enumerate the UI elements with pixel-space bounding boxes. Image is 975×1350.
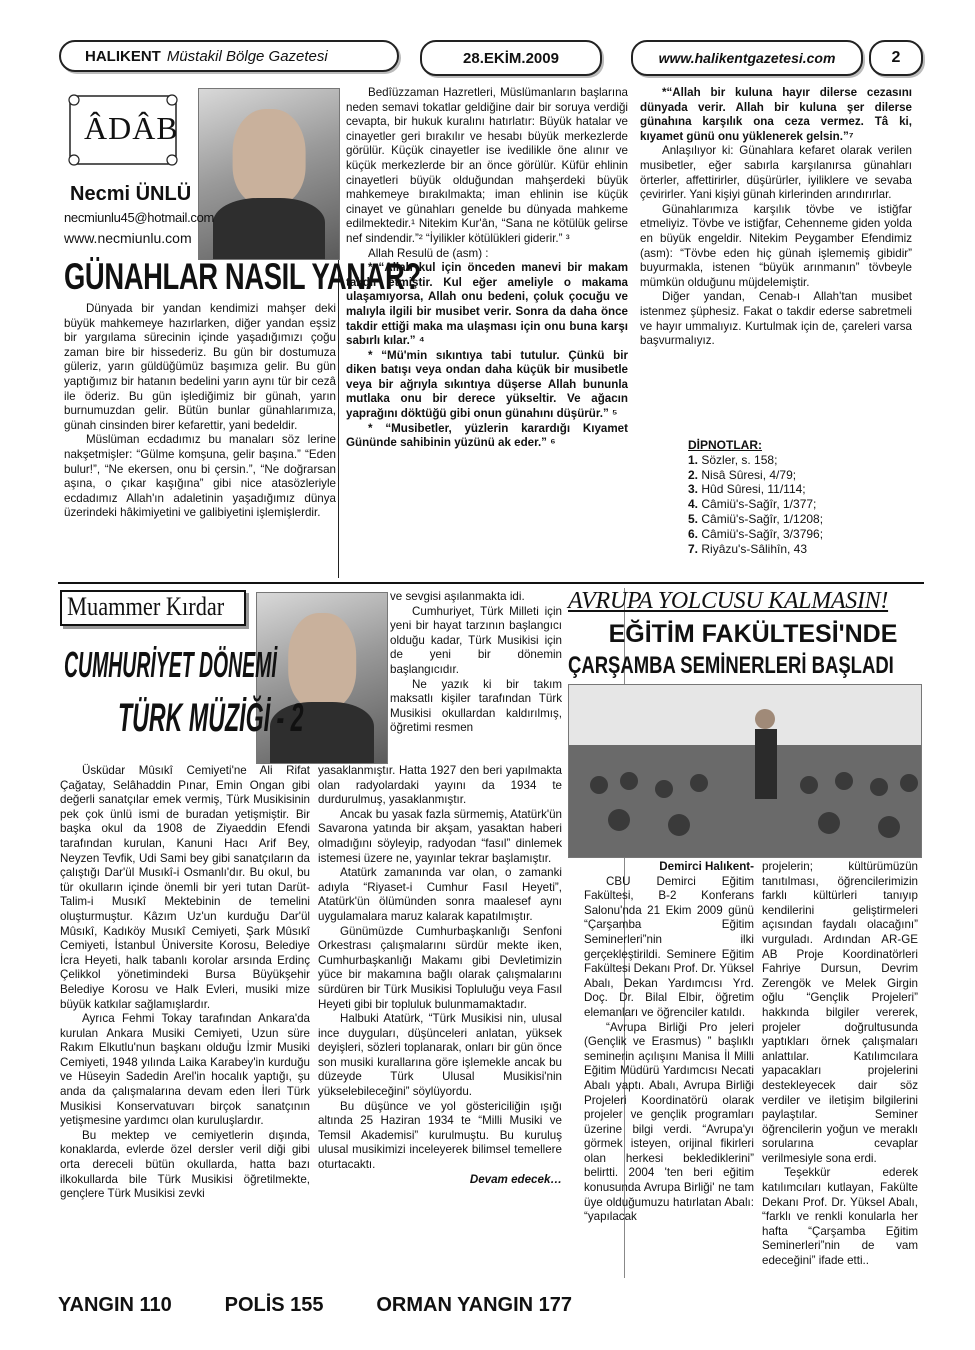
kirdar-col1-para1: Üsküdar Mûsıkî Cemiyeti'ne Ali Rifat Çağatay, Selâhaddin Pınar, Emin Ongan gibi değerli sanatçılar emek vermiş, Türk Musikisinin pek çok ünlü ismi de buradan yetişmiştir. Bir başka okul da 1908 de Ziyaeddin Efendi tarafından kurulan, Kanuni Hacı Arif Bey, Neyzen Tevfik, Udi Sami bey gibi sanatçıların da çalıştığı Dar'ül Musıkî-i Osmanlı'dır. Bu okul, bu tür okulların içinde önemli bir yeri tutan Darüt-Talim-i Musıkî Mektebinin de temelini oluşturmuştur. Kâzım Uz'un kurduğu Dar'ül Mûsıkî, Kadıköy Musıkî Cemiyeti, Şark Mûsıkî Cemiyeti, İstanbul Üniversite Korosu, Belediye İcra Heyeti, halk tabanlı korolar arsında Erdinç Çelikkol yönetimindeki Bursa Büyükşehir Belediye Korosu ve Halk Evleri, musiki mize büyük katkılar sağlamışlardır. <box>60 764 310 1011</box>
avrupa-headline-2: ÇARŞAMBA SEMİNERLERİ BAŞLADI <box>568 652 894 679</box>
kirdar-col2-para4: Günümüzde Cumhurbaşkanlığı Senfoni Orkestrası çalışmalarını sürdür mekte iken, Cumhurbaşkanlığı Makamı gibi Devletimizin yüce bir makamına bağlı olarak çalışmalarını sürdüren bir Türk Musikisi Topluluğu veya Fasıl Heyeti gibi bir topluluk bulunmamaktadır. <box>318 924 562 1011</box>
adab-text-col1 <box>64 302 336 521</box>
kirdar-text-col1 <box>60 764 310 1202</box>
kirdar-col1-para3: Bu mektep ve cemiyetlerin dışında, konaklarda, evlerde özel dersler veril diği gibi orta dereceli bütün okullarda, hatta bazı ilkokullarda bile Türk Musikisi öğretilmekte, gençlere Türk Musikisi zevki <box>60 1128 310 1201</box>
fire-emergency-number: YANGIN 110 <box>58 1293 172 1316</box>
seminar-photo <box>568 684 922 858</box>
paper-name-pill <box>59 40 399 72</box>
author-name-kirdar: Muammer Kırdar <box>67 592 225 621</box>
kirdar-col2top-para2: Cumhuriyet, Türk Milleti için yeni bir hayat tarzının başlangıcı olduğu kadar, Türk Musikisi için de yeni bir dönemin başlangıcıdır. <box>390 604 562 676</box>
adab-text-col3 <box>640 86 912 349</box>
continue-note: Devam edecek… <box>469 1172 562 1186</box>
date-pill <box>420 40 602 76</box>
website-pill <box>631 40 863 76</box>
kirdar-col2-para1: yasaklanmıştır. Hatta 1927 den beri yapılmakta olan radyolardaki yayını da 1934 te durdurulmuş, yasaklanmıştır. <box>318 764 562 807</box>
kirdar-col2top-para1: ve sevgisi aşılanmakta idi. <box>390 590 525 603</box>
avrupa-text-col2 <box>762 860 918 1269</box>
kirdar-name-box <box>60 590 246 626</box>
forest-fire-number: ORMAN YANGIN 177 <box>376 1293 572 1316</box>
avrupa-col2-para1: projelerin; kültürümüzün tanıtılması, öğrencilerimizin farklı kültürleri tanıyıp kendilerini geliştirmeleri açısından faydalı olacağını” vurguladı. Ardından AR-GE AB Proje Koordinatörleri Fahriye Dursun, Devrim Zerengök ve Melek Girgin oğlu “Gençlik Projeleri” hakkında bilgiler vererek, projeler doğrultusunda yaptıkları örnek çalışmaları anlattılar. Katılımcılara yapacakları projelerini destekleyecek dair söz verdiler ve iletişim bilgilerini paylaştılar. Seminer öğrencilerin yoğun ve meraklı sorularına cevaplar verilmesiyle sona erdi. <box>762 860 918 1165</box>
kirdar-text-col2 <box>318 764 562 1187</box>
kirdar-col2-para6: Bu düşünce ve yol göstericiliğin ışığı altında 25 Haziran 1934 te “Milli Musiki ve Temsil Akademisi” kurulmuştu. Bu kuruluş ulusal musikimizi inceleyerek bilimsel temellere oturtacaktı. <box>318 1099 562 1172</box>
adab-col2-para2: Allah Resulü de (asm) : <box>368 246 489 260</box>
adab-text-col2 <box>346 86 628 451</box>
author-email-necmi[interactable]: necmiunlu45@hotmail.com <box>64 210 215 225</box>
adab-col2-para3: * “Allah kul için önceden manevi bir makam takdir etmiştir. Kul eğer ameliyle o makama ulaşamıyorsa, Allah onu bedeni, çoluk çocuğu ve malıyla ilgili bir musibet verir. Sonra da daha önce takdir ettiği maka ma ulaşması için onu buna karşı sabırlı kılar.” ⁴ <box>346 261 628 348</box>
adab-headline: GÜNAHLAR NASIL YANAR? <box>64 256 421 297</box>
footnote-item: 6. Câmiü's-Sağîr, 3/3796; <box>688 526 824 541</box>
footnote-item: 2. Nisâ Sûresi, 4/79; <box>688 467 797 482</box>
avrupa-headline-1: EĞİTİM FAKÜLTESİ'NDE <box>608 620 898 648</box>
adab-col3-para3: Günahlarımıza karşılık tövbe ve istiğfar etmeliyiz. Tövbe ve istiğfar, Cehenneme giden yolda en büyük engeldir. Nitekim Peygamber Efendimiz (asm): “Tövbe eden hiç günah işlememiş gibidir” buyurmakla, istenen “büyük arınmanın” tövbeyle mümkün olduğunu müjdelemiştir. <box>640 202 912 289</box>
kirdar-col2top-para3: Ne yazık ki bir takım maksatlı kişiler tarafından Türk Musikisi okullardan kaldırılmış, öğretimi resmen <box>390 677 562 735</box>
paper-subtitle: Müstakil Bölge Gazetesi <box>166 47 328 65</box>
adab-col3-para2: Anlaşılıyor ki: Günahlara kefaret olarak verilen musibetler, eğer sabırla karşılanırsa günahları örterler, affettirirler, düşürürler, iyiliklere ve sevaba çevirirler. Yani kişiyi günah kirlerinden arındırırlar. <box>640 144 912 202</box>
author-photo-necmi <box>198 88 340 260</box>
police-emergency-number: POLİS 155 <box>224 1293 324 1316</box>
footnote-item: 7. Riyâzu's-Sâlihîn, 43 <box>688 541 808 556</box>
kirdar-headline-line2: TÜRK MÜZİĞİ - 2 <box>118 696 304 740</box>
footnotes-title: DİPNOTLAR: <box>688 438 762 452</box>
author-name-necmi: Necmi ÜNLÜ <box>70 183 192 205</box>
avrupa-kicker: AVRUPA YOLCUSU KALMASIN! <box>568 588 889 614</box>
section-divider <box>58 582 924 584</box>
footnote-item: 3. Hûd Sûresi, 11/114; <box>688 482 806 497</box>
footnote-item: 4. Câmiü's-Sağîr, 1/377; <box>688 497 817 512</box>
kirdar-col2-para2: Ancak bu yasak fazla sürmemiş, Atatürk'ün Savarona yatında bir akşam, yasaktan haberi olmadığını söyleyip, radyodan “fasıl” dinlemek istemesi üzere ne, yayınlar tekrar başlamıştır. <box>318 807 562 865</box>
kirdar-col1-para2: Ayrıca Fehmi Tokay tarafından Ankara'da kurulan Ankara Musiki Cemiyeti, Uzun süre Rakım Elkutlu'nun başkanı olduğu İzmir Musiki Cemiyeti, 1948 yılında Laika Karabey'in kurduğu ve Hüseyin Sadedin Arel'in hocalık yaptığı, şu anda da çalışmalarına devam eden İleri Türk Musikisi Konservatuvarı birçok sanatçının yetişmesine yardımcı olan kuruluşlardır. <box>60 1012 310 1128</box>
paper-name: HALIKENT <box>85 47 161 65</box>
adab-col1-para1: Dünyada bir yandan kendimizi mahşer deki büyük mahkemeye hazırlarken, diğer yandan eşsiz bir yargılama sürecinin içinde yaşadığımızı çoğu zaman bire bir hissederiz. Bu gün bir dostumuza güleriz, yarın güldüğümüz başımıza gelir. Bu gün yaptığımız bir hatanın bedelini yarın aynı tür bir cezâ ile öderiz. Bu gün işlediğimiz bir günah, yarın burnumuzdan gelir. Bütün bunlar günahlarımıza, günah cinsinden birer kefarettir, yani bedeldir. <box>64 302 336 432</box>
author-web-necmi[interactable]: www.necmiunlu.com <box>64 230 192 246</box>
adab-scroll-label: ÂDÂB <box>84 110 179 146</box>
avrupa-text-col1 <box>584 860 754 1225</box>
adab-col2-para4: * “Mü'min sıkıntıya tabi tutulur. Çünkü bir diken batışı veya ondan daha küçük bir musibetle veya bir ağrıyla sıkıntıya düşerse Allah bununla mutlaka onu bir derece yükseltir. Ve ağacın yaprağını döktüğü gibi onun günahını düşürür.” ⁵ <box>346 348 628 421</box>
footnotes <box>688 438 908 556</box>
page-number: 2 <box>891 49 901 66</box>
adab-col2-para5: * “Musibetler, yüzlerin karardığı Kıyamet Gününde sahibinin yüzünü ak eder.” ⁶ <box>346 421 628 450</box>
adab-col1-para2: Müslüman ecdadımız bu manaları söz lerine nakşetmişler: “Gülme komşuna, gelir başına.” “Eden bulur!”, “Ne ekersen, onu bi çersin.”, “Ne doğrarsan aşına, o çıkar kaşığına” gibi nice atasözleriyle ecdadımız Allah'ın adaletinin yaşadığımız dünya üzerindeki hâkimiyetini ve galibiyetini işlemişlerdir. <box>64 433 336 520</box>
avrupa-col1-para1: CBU Demirci Eğitim Fakültesi, B-2 Konferans Salonu'nda 21 Ekim 2009 günü “Çarşamba Eğitim Seminerleri”nin ilki gerçekleştirildi. Seminere Eğitim Fakültesi Dekanı Prof. Dr. Yüksel Abalı, Dekan Yardımcısı Yrd. Doç. Dr. Bilal Elbir, öğretim elemanları ve öğrenciler katıldı. <box>584 874 754 1019</box>
adab-col3-para1: *“Allah bir kuluna hayır dilerse cezasını dünyada verir. Allah bir kuluna şer dilerse günahına karşılık ona ceza vermez. Tâ ki, kıyamet günü onu yüklenerek gelsin.”⁷ <box>640 86 912 143</box>
page-number-pill <box>869 40 923 76</box>
footnote-item: 1. Sözler, s. 158; <box>688 452 778 467</box>
avrupa-col1-para2: “Avrupa Birliği Pro jeleri (Gençlik ve Erasmus) ” başlıklı seminerin açılışını Manisa İl Milli Eğitim Müdürü Yardımcısı Necati Abalı yaptı. Abalı, Avrupa Birliği Projeleri Koordinatörü olarak projeler ve gençlik programları üzerine bilgi verdi. “Avrupa'yı görmek isteyen, orijinal fikirleri olan herkesi beklediklerini” belirtti. 2004 'ten beri eğitim konusunda Avrupa Birliği' ne tam üye olduğumuzu hatırlatan Abalı: “yapılacak <box>584 1020 754 1224</box>
footer-emergency-bar <box>58 1290 572 1320</box>
kirdar-col2-para3: Atatürk zamanında var olan, o zamanki adıyla “Riyaset-i Cumhur Fasıl Heyeti”, Atatürk'ün ölümünden sonra maalesef aynı uygulamalara maruz kalarak kapatılmıştır. <box>318 866 562 923</box>
footnote-item: 5. Câmiü's-Sağîr, 1/1208; <box>688 511 824 526</box>
kirdar-text-col2-top <box>390 590 562 736</box>
header-bar <box>59 40 923 72</box>
avrupa-col2-para2: Teşekkür ederek katılımcıları kutlayan, Fakülte Dekanı Prof. Dr. Yüksel Abalı, “farklı ve renkli konularla her hafta “Çarşamba Eğitim Seminerleri”nin de vam edeceğini” ifade etti.. <box>762 1166 918 1268</box>
issue-date: 28.EKİM.2009 <box>463 49 559 67</box>
avrupa-dateline: Demirci Halıkent- <box>659 860 754 873</box>
adab-col3-para4: Diğer yandan, Cenab-ı Allah'tan musibet istenmez şüphesiz. Fakat o takdir ederse sabretmeli ve hayır ummalıyız. Kurtulmak için de, çareleri varsa başvurmalıyız. <box>640 290 912 348</box>
kirdar-col2-para5: Halbuki Atatürk, “Türk Musikisi nin, ulusal ince duyguları, düşünceleri anlatan, yüksek deyişleri, sözleri toplanarak, onları bir gün önce son musiki kurallarına göre işlemekle ancak bu düzeyde Türk Ulusal Musikisi'nin yükselebileceğini” söylüyordu. <box>318 1012 562 1099</box>
kirdar-headline-line1: CUMHURİYET DÖNEMİ <box>64 644 277 685</box>
website-link[interactable]: www.halikentgazetesi.com <box>658 50 836 66</box>
adab-col2-para1: Bedîüzzaman Hazretleri, Müslümanların başlarına neden semavi tokatlar geldiğine dair bir soruya verdiği cevapta, bir hukuk kuralını hatırlatır: Büyük hatalar ve cinayetler geri bırakılır ve hesabı büyük merkezlerde görülür. Küçük cinayetler ise ivedilikle öne alınır ve küçük merkezlerde bir an önce görülür. Küfür ehlinin cinayetleri büyük olduğundan mahşerdeki büyük mahkemeye bırakılmakta; iman ehlinin ise küçük cinayet ve günahları genelde bu dünyada mahkeme edilmektedir.¹ Nitekim Kur'ân, “Sana ne kötülük gelirse nef sindendir.”² “İyilikler kötülükleri giderir.” ³ <box>346 86 628 245</box>
